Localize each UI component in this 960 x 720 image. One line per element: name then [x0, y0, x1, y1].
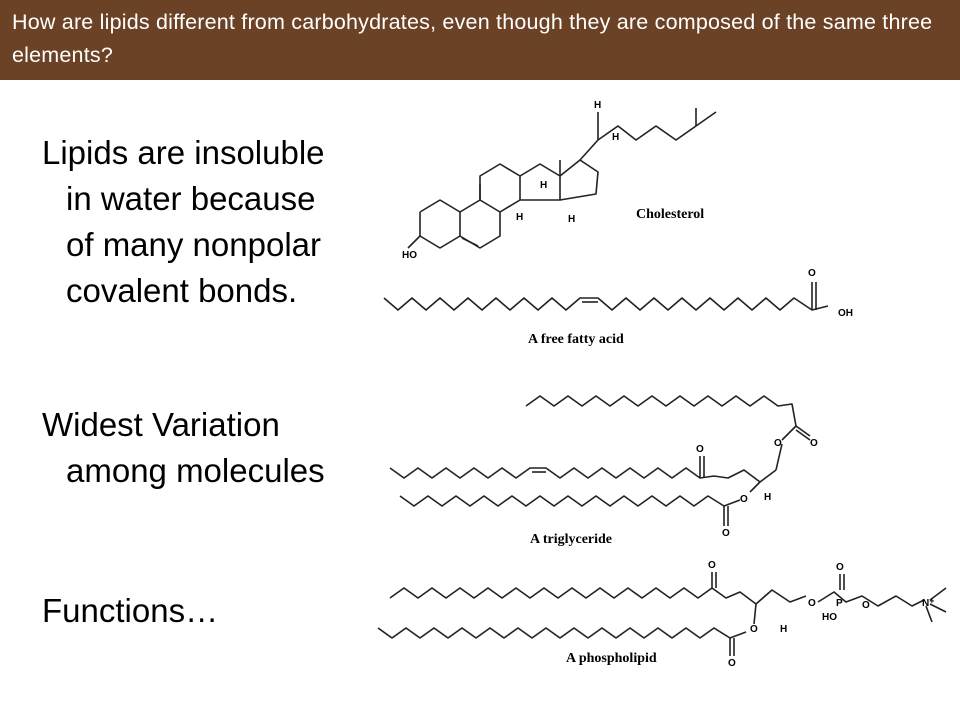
- h-atom: H: [516, 212, 524, 223]
- o-atom: O: [708, 560, 716, 571]
- bullet-line: Lipids are insoluble: [42, 134, 325, 171]
- oh-atom: OH: [838, 308, 853, 319]
- p-atom: P: [836, 598, 843, 609]
- h-atom: H: [568, 214, 576, 225]
- o-atom: O: [774, 438, 782, 449]
- o-atom: O: [740, 494, 748, 505]
- bullet-line: Functions…: [42, 592, 219, 629]
- o-atom: O: [728, 658, 736, 669]
- cholesterol-structure: [408, 108, 716, 248]
- h-atom: H: [780, 624, 788, 635]
- atom-labels: [402, 100, 935, 669]
- ho-atom: HO: [822, 612, 837, 623]
- triglyceride-structure: [390, 396, 810, 526]
- fatty-acid-label: A free fatty acid: [528, 332, 624, 347]
- o-atom: O: [750, 624, 758, 635]
- phospholipid-label: A phospholipid: [566, 651, 657, 666]
- h-atom: H: [764, 492, 772, 503]
- h-atom: H: [594, 100, 602, 111]
- h-atom: H: [540, 180, 548, 191]
- o-atom: O: [808, 268, 816, 279]
- triglyceride-label: A triglyceride: [530, 532, 613, 547]
- h-atom: H: [612, 132, 620, 143]
- ho-atom: HO: [402, 250, 417, 261]
- o-atom: O: [810, 438, 818, 449]
- fatty-acid-structure: [384, 282, 828, 310]
- slide-title: How are lipids different from carbohydrates, even though they are composed of the same three elements?: [12, 10, 933, 67]
- bullet-line: of many nonpolar: [66, 226, 321, 263]
- bullet-line: in water because: [66, 180, 316, 217]
- n-atom: N⁺: [922, 598, 935, 609]
- o-atom: O: [808, 598, 816, 609]
- o-atom: O: [722, 528, 730, 539]
- phospholipid-structure: [378, 572, 946, 656]
- cholesterol-label: Cholesterol: [636, 207, 705, 222]
- bullet-line: covalent bonds.: [66, 272, 298, 309]
- o-atom: O: [836, 562, 844, 573]
- bullet-line: among molecules: [66, 452, 325, 489]
- o-atom: O: [696, 444, 704, 455]
- o-atom: O: [862, 600, 870, 611]
- bullet-line: Widest Variation: [42, 406, 280, 443]
